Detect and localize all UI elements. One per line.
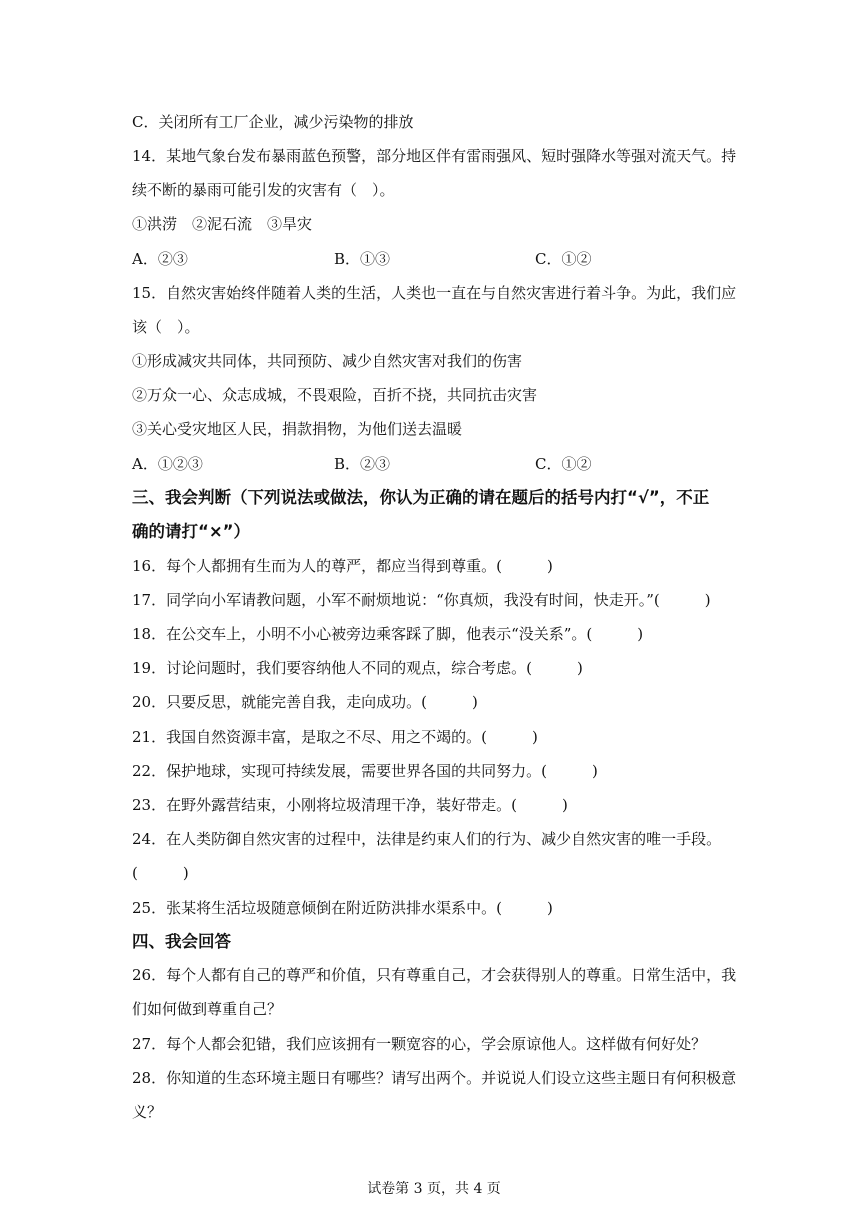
q15-item-2: ②万众一心、众志成城，不畏艰险，百折不挠，共同抗击灾害 <box>132 386 538 404</box>
q14-stem-line2: 续不断的暴雨可能引发的灾害有（ ）。 <box>132 181 395 199</box>
q15-item-3: ③关心受灾地区人民，捐款捐物，为他们送去温暖 <box>132 420 463 438</box>
q14-stem-line1: 14．某地气象台发布暴雨蓝色预警，部分地区伴有雷雨强风、短时强降水等强对流天气。持 <box>132 147 737 165</box>
q23: 23．在野外露营结束，小刚将垃圾清理干净，装好带走。( ) <box>132 796 568 814</box>
q14-option-a: A．②③ <box>132 250 188 268</box>
q15-stem-line1: 15．自然灾害始终伴随着人类的生活，人类也一直在与自然灾害进行着斗争。为此，我们应 <box>132 284 737 302</box>
q24-line2: ( ) <box>132 864 189 882</box>
q20: 20．只要反思，就能完善自我，走向成功。( ) <box>132 693 478 711</box>
q27: 27．每个人都会犯错，我们应该拥有一颗宽容的心，学会原谅他人。这样做有何好处？ <box>132 1035 707 1053</box>
q15-option-b: B．②③ <box>334 455 391 473</box>
page-footer: 试卷第 3 页，共 4 页 <box>367 1181 501 1197</box>
q22: 22．保护地球，实现可持续发展，需要世界各国的共同努力。( ) <box>132 762 598 780</box>
q14-option-b: B．①③ <box>334 250 391 268</box>
q19: 19．讨论问题时，我们要容纳他人不同的观点，综合考虑。( ) <box>132 659 583 677</box>
q14-options <box>132 249 732 269</box>
q13-option-c: C．关闭所有工厂企业，减少污染物的排放 <box>132 113 414 131</box>
q15-option-c: C．①② <box>535 455 592 473</box>
q26-line1: 26．每个人都有自己的尊严和价值，只有尊重自己，才会获得别人的尊重。日常生活中，我 <box>132 966 737 984</box>
q15-options <box>132 454 732 474</box>
q28-line2: 义？ <box>132 1103 163 1121</box>
q15-stem-line2: 该（ ）。 <box>132 318 200 336</box>
q15-item-1: ①形成减灾共同体，共同预防、减少自然灾害对我们的伤害 <box>132 352 523 370</box>
q24-line1: 24．在人类防御自然灾害的过程中，法律是约束人们的行为、减少自然灾害的唯一手段。 <box>132 830 722 848</box>
section3-title-line1: 三、我会判断（下列说法或做法，你认为正确的请在题后的括号内打“√”，不正 <box>132 488 710 507</box>
q14-items: ①洪涝 ②泥石流 ③旱灾 <box>132 215 313 233</box>
q17: 17．同学向小军请教问题，小军不耐烦地说：“你真烦，我没有时间，快走开。”( ) <box>132 591 711 609</box>
section3-title-line2: 确的请打“×”） <box>132 522 251 541</box>
q21: 21．我国自然资源丰富，是取之不尽、用之不竭的。( ) <box>132 728 538 746</box>
q26-line2: 们如何做到尊重自己？ <box>132 1000 283 1018</box>
q15-option-a: A．①②③ <box>132 455 203 473</box>
q14-option-c: C．①② <box>535 250 592 268</box>
q28-line1: 28．你知道的生态环境主题日有哪些？请写出两个。并说说人们设立这些主题日有何积极意 <box>132 1069 737 1087</box>
q18: 18．在公交车上，小明不小心被旁边乘客踩了脚，他表示“没关系”。( ) <box>132 625 644 643</box>
section4-title: 四、我会回答 <box>132 932 231 951</box>
q16: 16．每个人都拥有生而为人的尊严，都应当得到尊重。( ) <box>132 557 553 575</box>
q25: 25．张某将生活垃圾随意倾倒在附近防洪排水渠系中。( ) <box>132 899 553 917</box>
